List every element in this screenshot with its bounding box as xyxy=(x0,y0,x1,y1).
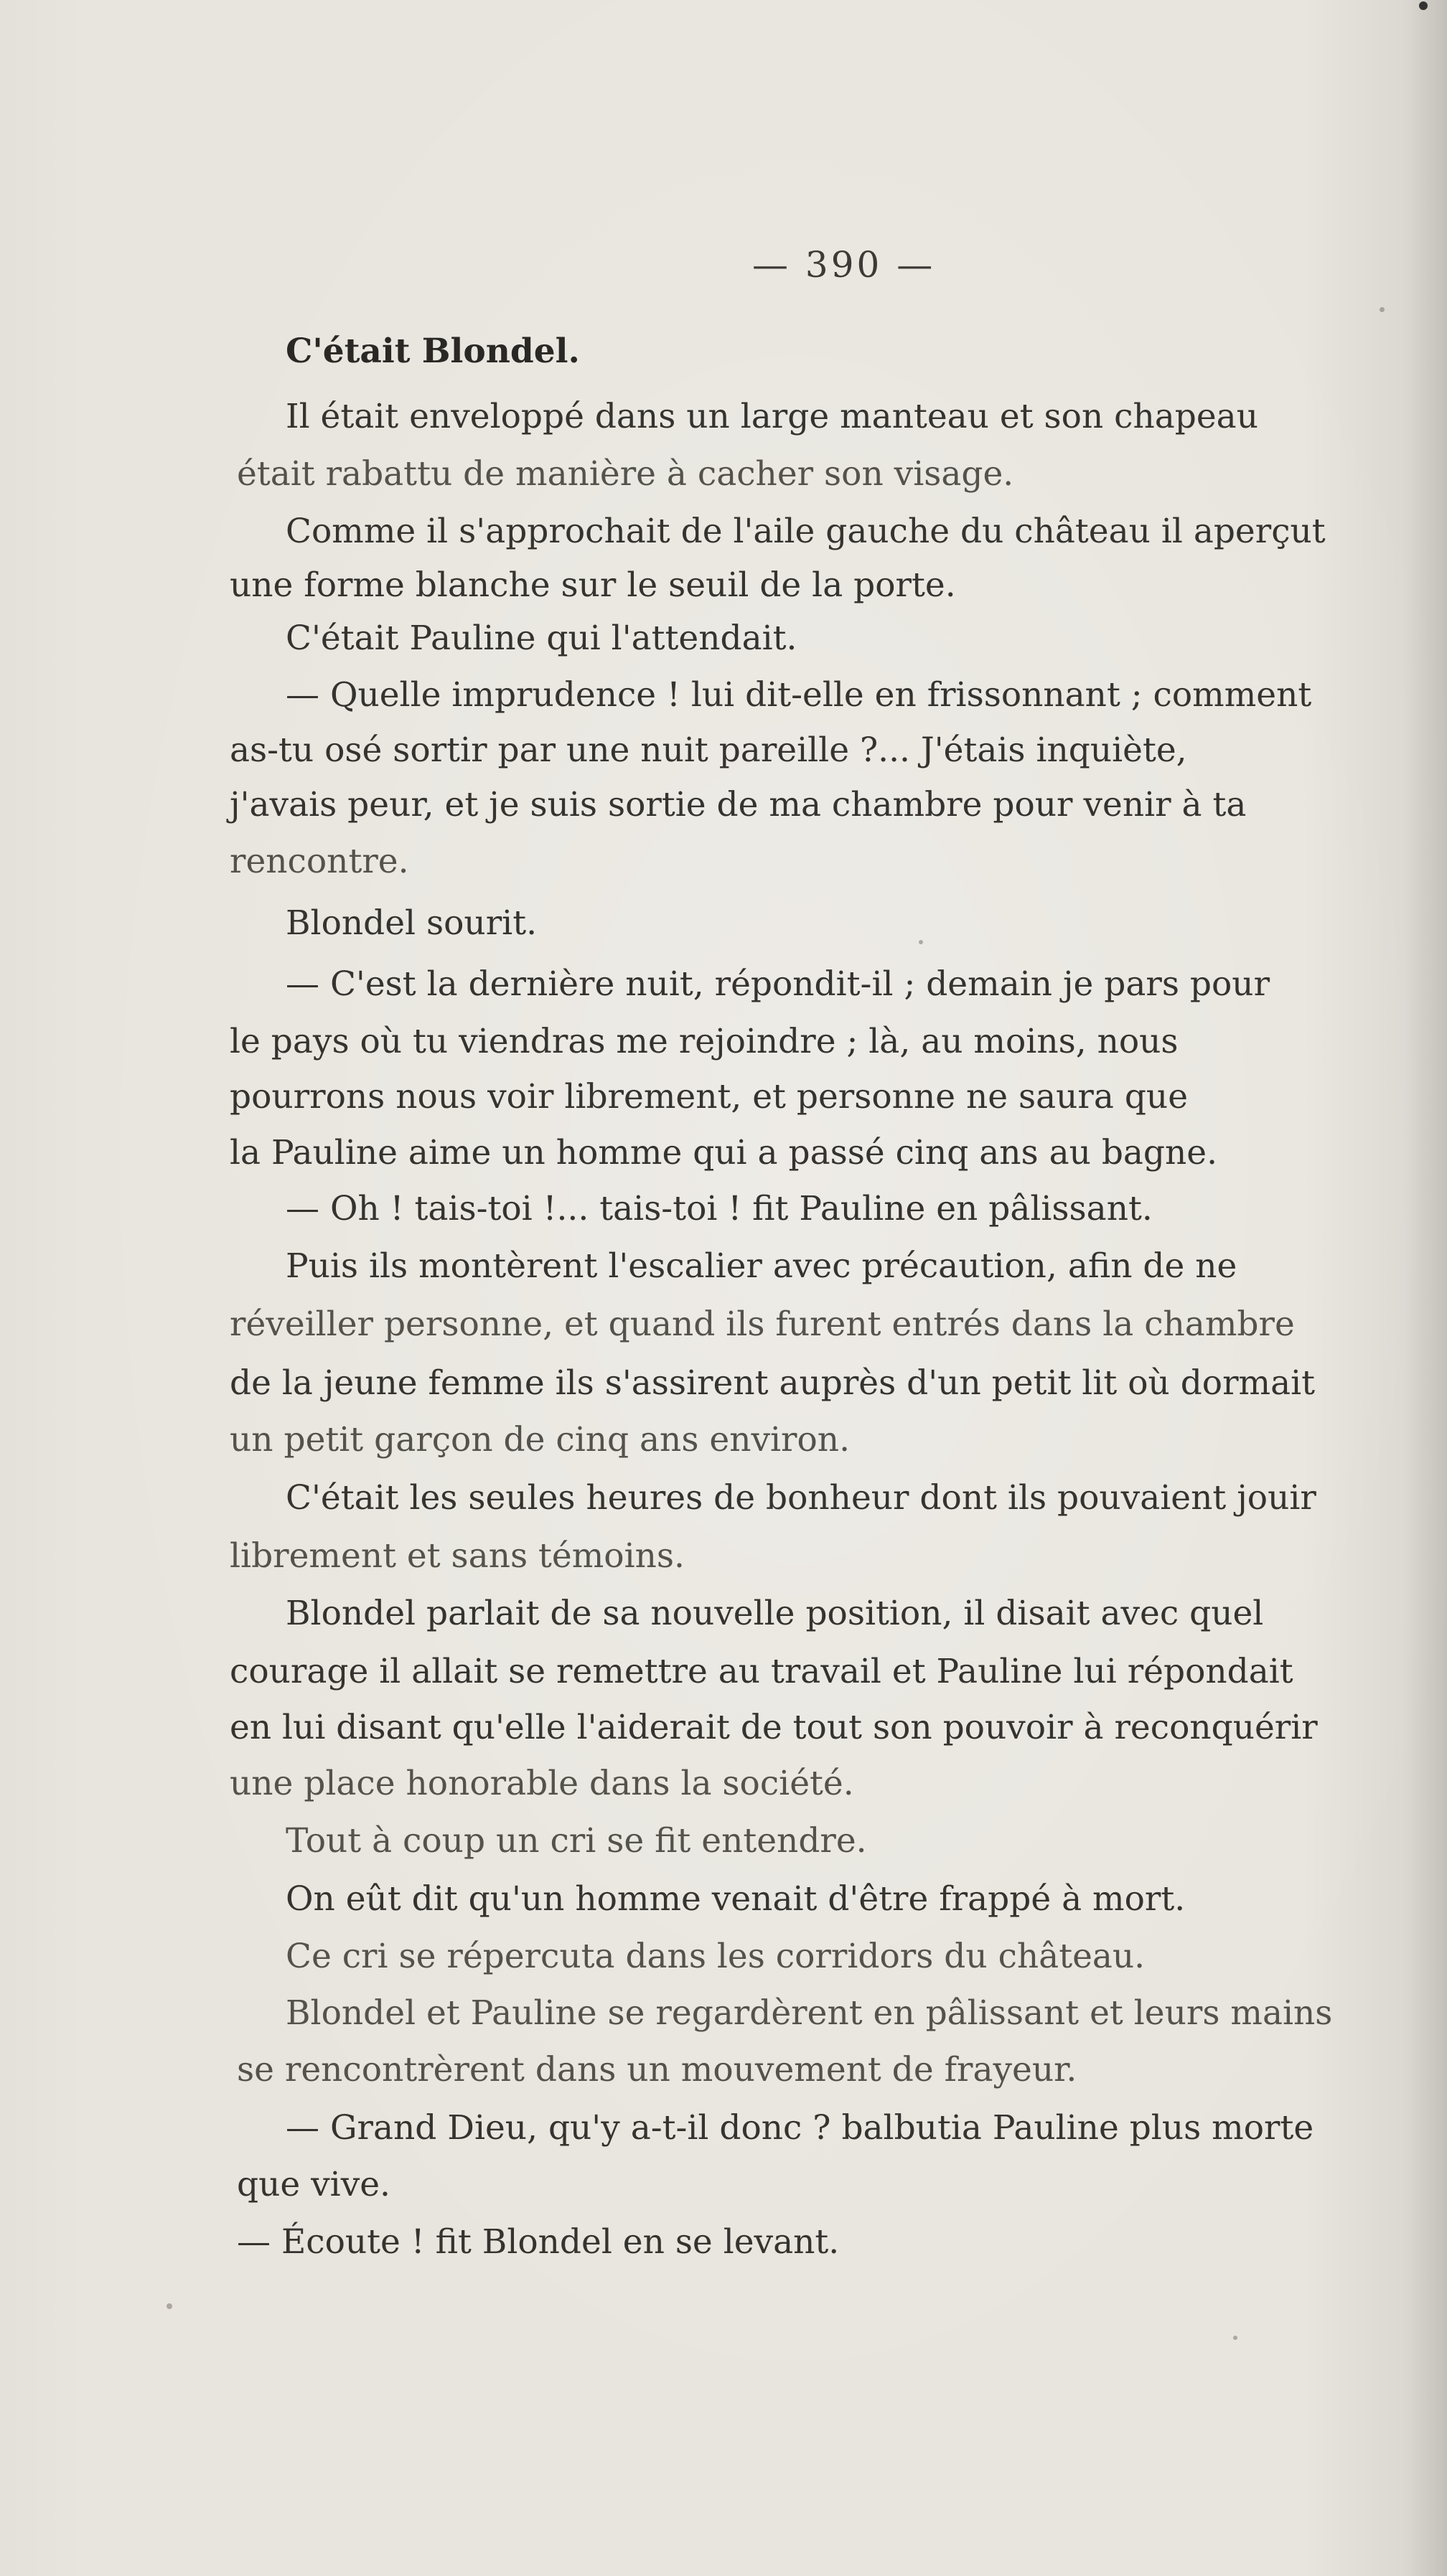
text-line: Blondel parlait de sa nouvelle position, il disait avec quel xyxy=(286,1594,1264,1633)
text-line: C'était Pauline qui l'attendait. xyxy=(286,619,797,658)
text-line: que vive. xyxy=(237,2165,391,2204)
text-line: Blondel sourit. xyxy=(286,903,538,943)
text-line: On eût dit qu'un homme venait d'être frappé à mort. xyxy=(286,1879,1186,1919)
text-line: Puis ils montèrent l'escalier avec précaution, afin de ne xyxy=(286,1246,1237,1286)
text-line: le pays où tu viendras me rejoindre ; là, au moins, nous xyxy=(230,1022,1179,1061)
text-line: Blondel et Pauline se regardèrent en pâlissant et leurs mains xyxy=(286,1993,1333,2033)
text-line: Comme il s'approchait de l'aile gauche du château il aperçut xyxy=(286,512,1326,551)
ink-speck xyxy=(1233,2336,1237,2340)
text-line: Tout à coup un cri se fit entendre. xyxy=(286,1821,867,1861)
text-line: as-tu osé sortir par une nuit pareille ?... J'étais inquiète, xyxy=(230,730,1187,770)
text-line: pourrons nous voir librement, et personne ne saura que xyxy=(230,1077,1189,1117)
text-line: une place honorable dans la société. xyxy=(230,1764,854,1803)
text-line: la Pauline aime un homme qui a passé cinq ans au bagne. xyxy=(230,1133,1218,1172)
text-line: rencontre. xyxy=(230,842,409,881)
text-line: se rencontrèrent dans un mouvement de frayeur. xyxy=(237,2050,1077,2090)
text-line: était rabattu de manière à cacher son visage. xyxy=(237,454,1014,494)
text-line: courage il allait se remettre au travail et Pauline lui répondait xyxy=(230,1652,1293,1691)
page-number: — 390 — xyxy=(752,244,936,286)
text-line: réveiller personne, et quand ils furent entrés dans la chambre xyxy=(230,1305,1295,1344)
text-line: un petit garçon de cinq ans environ. xyxy=(230,1420,851,1459)
text-line: une forme blanche sur le seuil de la porte. xyxy=(230,565,956,605)
ink-speck xyxy=(1419,1,1428,10)
ink-speck xyxy=(919,940,923,944)
ink-speck xyxy=(1380,307,1385,312)
text-line: librement et sans témoins. xyxy=(230,1536,685,1576)
text-line: C'était les seules heures de bonheur dont ils pouvaient jouir xyxy=(286,1478,1316,1518)
text-line: — Écoute ! fit Blondel en se levant. xyxy=(237,2222,840,2262)
text-line: de la jeune femme ils s'assirent auprès d'un petit lit où dormait xyxy=(230,1363,1316,1403)
text-line: — Grand Dieu, qu'y a-t-il donc ? balbutia Pauline plus morte xyxy=(286,2108,1314,2148)
text-line: — C'est la dernière nuit, répondit-il ; demain je pars pour xyxy=(286,964,1270,1004)
text-line: j'avais peur, et je suis sortie de ma chambre pour venir à ta xyxy=(230,785,1247,824)
text-line: Il était enveloppé dans un large manteau et son chapeau xyxy=(286,397,1258,436)
text-line: — Oh ! tais-toi !... tais-toi ! fit Pauline en pâlissant. xyxy=(286,1189,1153,1228)
text-line: — Quelle imprudence ! lui dit-elle en frissonnant ; comment xyxy=(286,675,1312,715)
ink-speck xyxy=(167,2303,172,2309)
text-line: en lui disant qu'elle l'aiderait de tout son pouvoir à reconquérir xyxy=(230,1708,1318,1747)
text-line: Ce cri se répercuta dans les corridors du château. xyxy=(286,1937,1146,1976)
text-line: C'était Blondel. xyxy=(286,332,580,371)
